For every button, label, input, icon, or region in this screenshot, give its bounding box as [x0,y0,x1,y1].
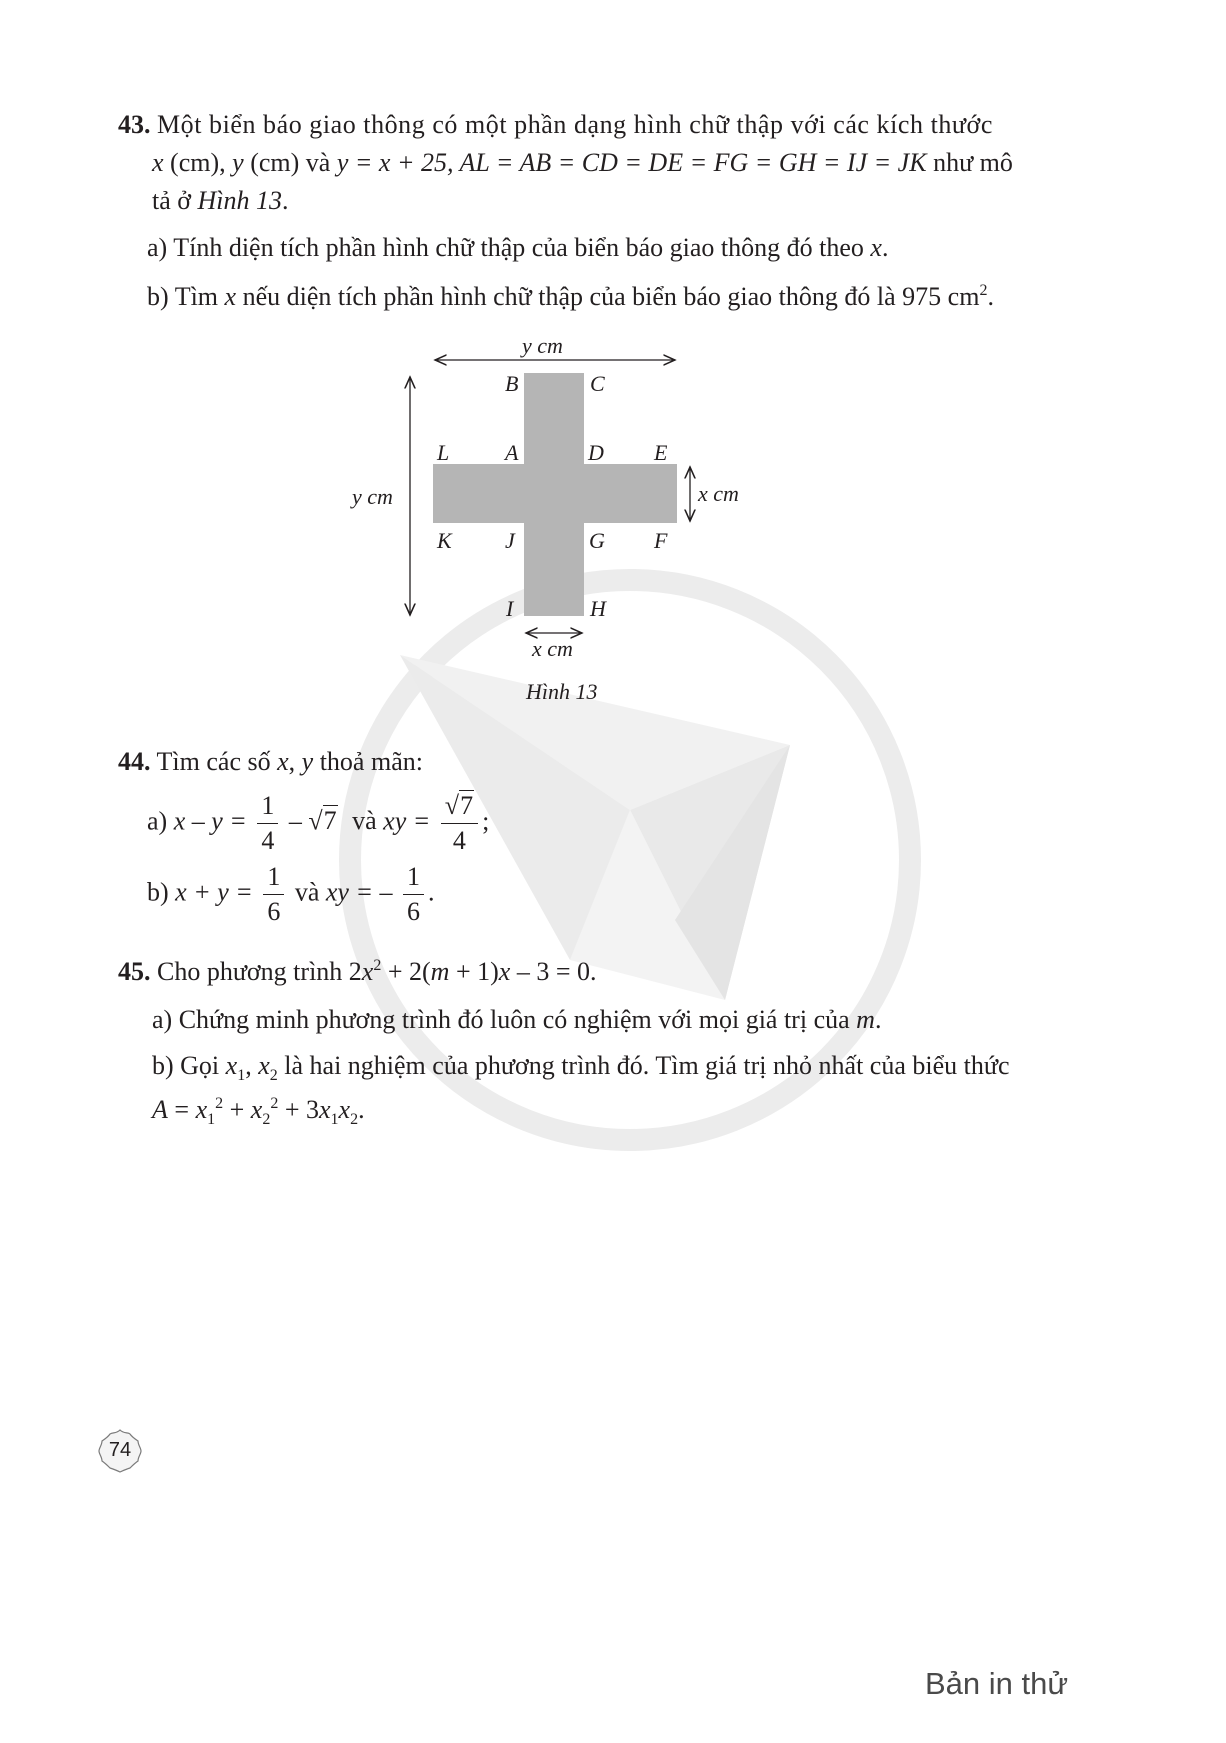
var-A: A [152,1095,168,1124]
point-H: H [590,596,606,621]
problem-44-intro [118,747,423,777]
var-x: x [195,1095,208,1124]
problem-43-line1 [118,110,993,140]
subscript: 2 [262,1111,271,1129]
point-B: B [505,371,519,396]
text: + 1) [449,957,499,986]
point-F: F [654,528,668,553]
point-G: G [589,528,605,553]
superscript: 2 [270,1095,279,1112]
text: thoả mãn: [313,747,423,776]
numerator: 1 [257,791,278,824]
text: ; [482,806,490,836]
label-y-top: y cm [522,333,563,358]
denominator: 6 [267,897,281,926]
page-number: 74 [108,1439,132,1461]
text: , [288,747,302,776]
text: = [167,1095,196,1124]
superscript: 2 [979,282,988,299]
text: nếu diện tích phần hình chữ thập của biển báo giao thông đó là 975 cm [236,282,980,311]
point-A: A [505,440,519,465]
problem-43-part-b [147,282,994,312]
subscript: 2 [350,1111,359,1129]
problem-43-text: Một biển báo giao thông có một phần dạng hình chữ thập với các kích thước [157,110,993,139]
problem-43-line2 [152,148,1013,178]
text: . [358,1095,365,1124]
var-x: x [338,1095,351,1124]
draft-label: Bản in thử [925,1666,1069,1701]
numerator: 1 [403,862,424,895]
part-label: b) [147,877,176,907]
var-y: y [301,747,314,776]
denominator: 6 [407,897,421,926]
point-D: D [588,440,604,465]
problem-45-intro [118,957,597,987]
text: như mô [926,148,1013,177]
point-E: E [654,440,668,465]
text: . [881,233,889,262]
text: Cho phương trình 2 [157,957,362,986]
fraction-1-6 [403,862,424,927]
figure-ref: Hình 13 [197,186,283,215]
var-m: m [856,1005,875,1034]
problem-43-number: 43. [118,110,151,139]
problem-43-part-a [147,233,888,263]
sqrt-7: √7 [308,806,337,836]
var-x: x [870,233,882,262]
point-K: K [437,528,452,553]
text: a) Tính diện tích phần hình chữ thập của biển báo giao thông đó theo [147,233,871,262]
var-x: x [225,1051,238,1080]
label-x-right: x cm [698,481,739,506]
superscript: 2 [215,1095,224,1112]
subscript: 1 [330,1111,339,1129]
point-I: I [506,596,514,621]
var-x: x [224,282,237,311]
var-x: x [258,1051,270,1080]
text: (cm), [163,148,233,177]
var-m: m [430,957,450,986]
cross-shape [433,373,677,616]
point-C: C [590,371,605,396]
superscript: 2 [373,957,382,974]
part-label: a) [147,806,174,836]
text: và [352,806,377,836]
numerator: 1 [263,862,284,895]
problem-44-part-b [147,862,435,927]
text: tả ở [152,186,198,215]
text: , [245,1051,259,1080]
lhs: xy = – [325,877,393,907]
point-J: J [505,528,515,553]
page-number-badge [97,1428,143,1474]
var-x: x [361,957,374,986]
denominator: 4 [452,826,466,855]
problem-44-number: 44. [118,747,151,776]
text: và [294,877,320,907]
problem-45-expression [152,1095,365,1135]
problem-44-part-a [147,791,489,856]
subscript: 1 [207,1111,216,1129]
minus: – [288,806,302,836]
lhs: x – y = [173,806,247,836]
text: + 3 [278,1095,319,1124]
var-x: x [277,747,289,776]
lhs: x + y = [175,877,253,907]
label-y-left: y cm [352,484,393,509]
var-x: x [250,1095,263,1124]
fraction-1-4 [257,791,278,856]
text: . [874,1005,882,1034]
text: b) Gọi [152,1051,226,1080]
subscript: 1 [237,1067,246,1085]
fraction-sqrt7-4 [441,791,478,856]
text: . [428,877,435,907]
var-x: x [319,1095,331,1124]
numerator: √7 [441,791,478,824]
var-x: x [498,957,511,986]
var-x: x [152,148,164,177]
text: – 3 = 0. [510,957,597,986]
text: là hai nghiệm của phương trình đó. Tìm giá trị nhỏ nhất của biểu thức [277,1051,1010,1080]
text: a) Chứng minh phương trình đó luôn có nghiệm với mọi giá trị của [152,1005,857,1034]
text: . [282,186,289,215]
figure-caption: Hình 13 [526,679,598,704]
text: . [987,282,994,311]
lhs: xy = [383,806,431,836]
radicand: 7 [323,806,337,836]
var-y: y [232,148,244,177]
text: (cm) và [243,148,337,177]
text: b) Tìm [147,282,225,311]
fraction-1-6 [263,862,284,927]
label-x-bottom: x cm [532,636,573,661]
radicand: 7 [460,791,474,820]
problem-45-number: 45. [118,957,151,986]
text: Tìm các số [156,747,278,776]
subscript: 2 [269,1067,278,1085]
problem-43-line3 [152,186,289,216]
text: + 2( [381,957,431,986]
problem-45-part-b [152,1051,1010,1091]
denominator: 4 [261,826,275,855]
point-L: L [437,440,450,465]
text: + [223,1095,251,1124]
equation: y = x + 25, AL = AB = CD = DE = FG = GH = IJ = JK [336,148,927,177]
problem-45-part-a [152,1005,881,1035]
